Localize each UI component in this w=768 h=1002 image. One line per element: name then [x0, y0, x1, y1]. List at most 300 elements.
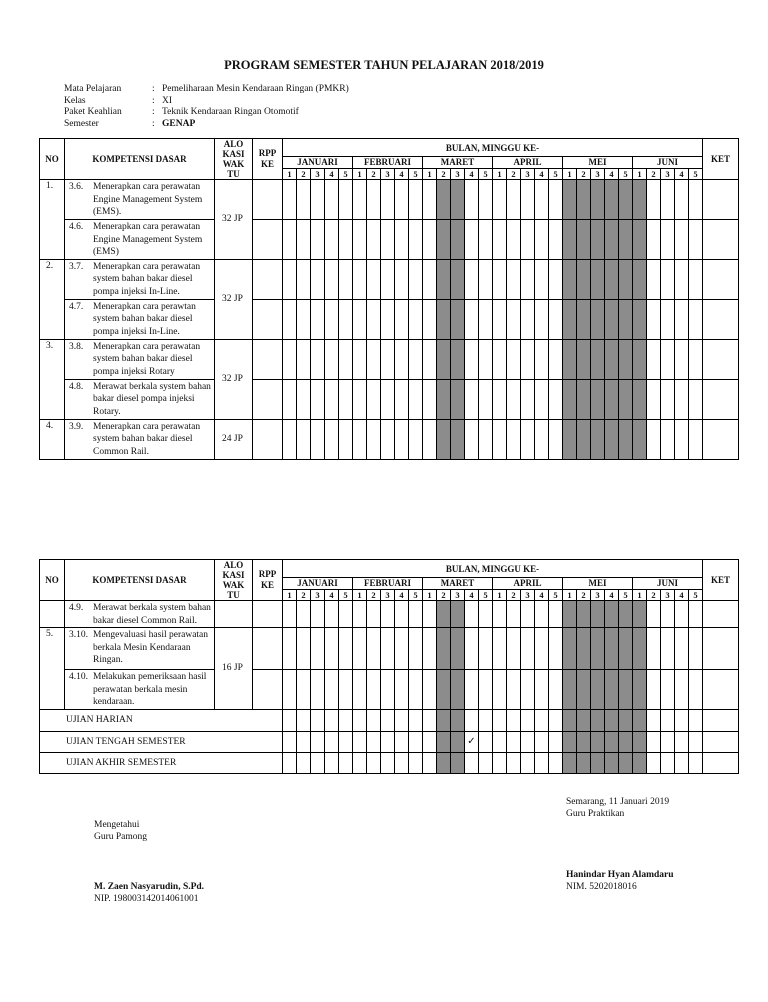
info-label: Semester	[64, 118, 99, 129]
week-cell	[633, 670, 647, 710]
week-cell	[367, 339, 381, 379]
week-number: 1	[353, 168, 367, 180]
week-cell	[535, 339, 549, 379]
week-cell	[367, 220, 381, 260]
week-cell	[521, 339, 535, 379]
week-cell	[619, 601, 633, 628]
week-cell	[339, 752, 353, 773]
week-cell	[465, 419, 479, 459]
week-cell	[549, 731, 563, 752]
week-cell	[563, 379, 577, 419]
row-number: 3.	[40, 339, 65, 419]
info-value: GENAP	[162, 118, 196, 129]
rpp-cell	[253, 220, 283, 260]
week-cell	[549, 379, 563, 419]
week-cell	[479, 379, 493, 419]
week-cell	[367, 259, 381, 299]
header-rpp-part: RPP	[258, 569, 277, 579]
week-cell	[423, 752, 437, 773]
week-cell	[549, 299, 563, 339]
info-label: Mata Pelajaran	[64, 84, 122, 94]
week-cell	[381, 259, 395, 299]
week-cell	[395, 628, 409, 670]
week-cell	[423, 259, 437, 299]
week-cell	[675, 731, 689, 752]
week-cell	[675, 419, 689, 459]
week-number: 3	[591, 168, 605, 180]
week-cell	[549, 339, 563, 379]
rpp-cell	[253, 379, 283, 419]
week-cell	[465, 601, 479, 628]
week-cell	[409, 220, 423, 260]
week-cell	[675, 339, 689, 379]
week-cell	[339, 628, 353, 670]
info-separator: :	[152, 107, 155, 117]
week-number: 2	[297, 168, 311, 180]
week-cell	[549, 601, 563, 628]
week-cell	[535, 752, 549, 773]
kd-row	[40, 180, 739, 220]
week-cell	[395, 419, 409, 459]
week-cell	[563, 628, 577, 670]
schedule-table-1	[39, 138, 739, 460]
kd-text: Mengevaluasi hasil perawatan berkala Mesin Kendaraan Ringan.	[93, 630, 209, 665]
week-cell	[619, 339, 633, 379]
week-cell	[535, 731, 549, 752]
week-cell	[381, 752, 395, 773]
week-cell	[367, 419, 381, 459]
month-header: MEI	[563, 578, 633, 590]
week-cell	[535, 220, 549, 260]
info-separator: :	[152, 118, 155, 129]
ket-cell	[703, 379, 739, 419]
alokasi-cell: 16 JP	[215, 628, 253, 710]
header-row	[40, 139, 739, 157]
week-cell	[325, 419, 339, 459]
week-cell	[283, 299, 297, 339]
ket-cell	[703, 709, 739, 731]
month-header: MARET	[423, 157, 493, 169]
week-cell	[661, 601, 675, 628]
week-cell	[339, 419, 353, 459]
subject-info	[64, 84, 349, 130]
week-cell	[591, 220, 605, 260]
kompetensi-cell	[65, 601, 215, 628]
rpp-cell	[253, 180, 283, 220]
week-cell	[437, 731, 451, 752]
header-alokasi-part: WAK	[222, 580, 245, 590]
week-number: 2	[577, 589, 591, 601]
week-cell	[521, 180, 535, 220]
week-cell	[633, 709, 647, 731]
week-cell	[465, 180, 479, 220]
week-cell	[353, 419, 367, 459]
header-bulan: BULAN, MINGGU KE-	[283, 560, 703, 578]
header-alokasi-part: ALO	[223, 139, 244, 149]
week-cell	[661, 419, 675, 459]
week-cell	[647, 601, 661, 628]
week-cell	[507, 339, 521, 379]
week-cell	[549, 670, 563, 710]
week-cell	[451, 670, 465, 710]
week-cell	[479, 220, 493, 260]
header-rpp	[253, 139, 283, 180]
week-number: 4	[535, 589, 549, 601]
kompetensi-cell	[65, 220, 215, 260]
sig-right-id: NIM. 5202018016	[566, 882, 637, 892]
week-cell	[549, 628, 563, 670]
week-cell	[563, 419, 577, 459]
week-cell	[409, 709, 423, 731]
week-cell	[577, 299, 591, 339]
week-cell	[619, 731, 633, 752]
week-cell	[353, 670, 367, 710]
ket-cell	[703, 628, 739, 670]
week-cell	[507, 419, 521, 459]
kd-text: Menerapkan cara perawatan system bahan bakar diesel pompa injeksi In-Line.	[93, 261, 201, 297]
week-cell	[283, 339, 297, 379]
week-number: 3	[381, 168, 395, 180]
week-cell	[577, 731, 591, 752]
week-cell	[689, 419, 703, 459]
sig-left-id: NIP. 198003142014061001	[94, 894, 199, 904]
week-number: 4	[465, 589, 479, 601]
kd-row	[40, 339, 739, 379]
week-cell	[647, 220, 661, 260]
kd-row	[40, 299, 739, 339]
week-cell	[493, 709, 507, 731]
kd-number: 3.8.	[69, 341, 84, 352]
kd-number: 3.6.	[69, 182, 84, 192]
week-number: 2	[577, 168, 591, 180]
week-cell	[339, 339, 353, 379]
row-number: 1.	[40, 180, 65, 260]
month-header: JUNI	[633, 578, 703, 590]
week-cell	[605, 752, 619, 773]
week-cell	[367, 379, 381, 419]
week-cell	[325, 180, 339, 220]
week-cell	[381, 670, 395, 710]
week-cell	[367, 628, 381, 670]
week-cell	[493, 299, 507, 339]
week-cell	[675, 601, 689, 628]
week-cell	[297, 670, 311, 710]
week-cell	[311, 628, 325, 670]
ket-cell	[703, 180, 739, 220]
week-cell	[675, 628, 689, 670]
week-cell	[689, 731, 703, 752]
kompetensi-cell	[65, 379, 215, 419]
week-cell	[283, 220, 297, 260]
week-cell	[381, 299, 395, 339]
month-header: JUNI	[633, 157, 703, 169]
week-number: 4	[535, 168, 549, 180]
week-cell	[507, 752, 521, 773]
week-number: 3	[451, 589, 465, 601]
header-no: NO	[40, 139, 65, 180]
header-ket: KET	[703, 139, 739, 180]
week-cell	[353, 752, 367, 773]
week-cell	[689, 180, 703, 220]
week-cell	[521, 709, 535, 731]
week-number: 4	[395, 168, 409, 180]
week-cell	[605, 731, 619, 752]
kompetensi-cell	[65, 339, 215, 379]
week-cell	[619, 220, 633, 260]
alokasi-cell: 32 JP	[215, 180, 253, 260]
kd-row	[40, 628, 739, 670]
week-cell	[353, 709, 367, 731]
week-cell	[619, 670, 633, 710]
week-cell	[353, 220, 367, 260]
week-cell	[311, 709, 325, 731]
week-cell	[283, 259, 297, 299]
week-number: 1	[493, 589, 507, 601]
week-cell	[605, 628, 619, 670]
week-cell	[325, 709, 339, 731]
week-cell	[395, 379, 409, 419]
week-cell	[325, 339, 339, 379]
week-cell	[689, 670, 703, 710]
header-alokasi-part: KASI	[222, 149, 245, 159]
week-cell	[437, 709, 451, 731]
week-cell	[283, 752, 297, 773]
week-cell	[353, 731, 367, 752]
month-header: JANUARI	[283, 578, 353, 590]
week-cell	[465, 752, 479, 773]
week-cell	[381, 628, 395, 670]
week-cell	[395, 299, 409, 339]
info-value: Teknik Kendaraan Ringan Otomotif	[162, 107, 299, 117]
ket-cell	[703, 601, 739, 628]
week-cell	[521, 299, 535, 339]
kd-text: Menerapkan cara perawatan Engine Management System (EMS)	[93, 222, 203, 257]
week-number: 3	[521, 589, 535, 601]
week-cell	[591, 379, 605, 419]
week-cell	[311, 339, 325, 379]
week-cell	[437, 220, 451, 260]
week-cell	[577, 339, 591, 379]
week-cell	[451, 379, 465, 419]
week-cell	[423, 709, 437, 731]
week-cell	[451, 220, 465, 260]
kd-number: 3.9.	[69, 421, 84, 432]
week-number: 2	[507, 168, 521, 180]
week-cell	[619, 419, 633, 459]
sig-right-line2: Guru Praktikan	[566, 809, 625, 819]
week-cell	[549, 180, 563, 220]
week-cell	[535, 628, 549, 670]
week-cell	[521, 628, 535, 670]
week-cell	[689, 339, 703, 379]
week-cell	[283, 180, 297, 220]
week-cell	[507, 670, 521, 710]
week-cell	[395, 670, 409, 710]
week-cell	[493, 601, 507, 628]
week-cell	[409, 601, 423, 628]
week-cell	[451, 709, 465, 731]
week-cell	[283, 670, 297, 710]
check-mark-icon: ✓	[467, 736, 476, 747]
info-separator: :	[152, 84, 155, 94]
week-cell	[675, 220, 689, 260]
info-label: Kelas	[64, 95, 86, 106]
header-alokasi-part: WAK	[222, 159, 245, 169]
week-cell	[563, 709, 577, 731]
week-cell	[507, 628, 521, 670]
kompetensi-cell	[65, 299, 215, 339]
week-number: 1	[423, 589, 437, 601]
week-cell	[591, 259, 605, 299]
week-cell	[325, 220, 339, 260]
month-header: APRIL	[493, 157, 563, 169]
rpp-cell	[253, 259, 283, 299]
week-number: 5	[619, 168, 633, 180]
week-cell	[465, 259, 479, 299]
week-number: 2	[367, 168, 381, 180]
week-cell	[577, 379, 591, 419]
rpp-cell	[253, 628, 283, 670]
week-cell	[661, 259, 675, 299]
week-number: 4	[675, 168, 689, 180]
week-cell	[563, 731, 577, 752]
ket-cell	[703, 419, 739, 459]
rpp-cell	[253, 601, 283, 628]
week-number: 4	[675, 589, 689, 601]
week-cell	[619, 180, 633, 220]
week-cell	[549, 752, 563, 773]
week-cell	[521, 379, 535, 419]
week-cell	[311, 419, 325, 459]
week-cell	[633, 299, 647, 339]
week-cell	[339, 299, 353, 339]
week-cell	[409, 259, 423, 299]
week-cell	[437, 419, 451, 459]
week-cell	[437, 628, 451, 670]
week-cell	[325, 670, 339, 710]
ket-cell	[703, 731, 739, 752]
week-cell	[409, 670, 423, 710]
week-cell	[507, 379, 521, 419]
week-number: 1	[633, 168, 647, 180]
week-cell	[633, 628, 647, 670]
summary-label: UJIAN HARIAN	[40, 709, 283, 731]
week-cell	[479, 752, 493, 773]
week-cell	[339, 601, 353, 628]
week-cell	[423, 299, 437, 339]
week-cell	[689, 709, 703, 731]
week-cell	[451, 601, 465, 628]
kd-text: Merawat berkala system bahan bakar diesel pompa injeksi Rotary.	[93, 381, 211, 417]
week-cell	[549, 709, 563, 731]
week-cell	[465, 339, 479, 379]
summary-row	[40, 709, 739, 731]
week-cell	[689, 601, 703, 628]
week-cell	[577, 628, 591, 670]
kd-number: 4.6.	[69, 222, 84, 232]
week-number: 5	[409, 168, 423, 180]
summary-row	[40, 752, 739, 773]
rpp-cell	[253, 299, 283, 339]
kd-text: Melakukan pemeriksaan hasil perawatan berkala mesin kendaraan.	[93, 672, 207, 707]
alokasi-cell: 32 JP	[215, 259, 253, 339]
alokasi-cell: 24 JP	[215, 419, 253, 459]
week-cell	[577, 220, 591, 260]
week-cell	[535, 670, 549, 710]
week-cell	[689, 299, 703, 339]
week-cell	[465, 299, 479, 339]
header-alokasi-part: TU	[227, 169, 240, 179]
week-number: 5	[619, 589, 633, 601]
week-number: 2	[507, 589, 521, 601]
week-cell	[353, 628, 367, 670]
week-cell	[605, 180, 619, 220]
week-cell	[521, 220, 535, 260]
week-cell	[591, 628, 605, 670]
week-cell	[353, 180, 367, 220]
week-cell	[297, 709, 311, 731]
week-cell	[465, 379, 479, 419]
week-cell	[381, 601, 395, 628]
week-number: 4	[325, 589, 339, 601]
week-cell	[591, 419, 605, 459]
month-header: FEBRUARI	[353, 578, 423, 590]
week-number: 5	[479, 589, 493, 601]
week-cell	[591, 601, 605, 628]
week-cell	[689, 379, 703, 419]
week-cell	[563, 180, 577, 220]
week-cell	[325, 731, 339, 752]
info-row	[64, 96, 349, 108]
week-number: 4	[395, 589, 409, 601]
week-cell	[521, 601, 535, 628]
week-cell	[507, 601, 521, 628]
week-cell	[535, 180, 549, 220]
week-cell	[297, 180, 311, 220]
ket-cell	[703, 299, 739, 339]
week-cell	[675, 752, 689, 773]
week-cell	[591, 339, 605, 379]
header-no: NO	[40, 560, 65, 601]
week-cell	[339, 731, 353, 752]
week-cell	[493, 628, 507, 670]
sig-right-name: Hanindar Hyan Alamdaru	[566, 870, 674, 880]
week-number: 2	[367, 589, 381, 601]
week-number: 5	[339, 168, 353, 180]
month-header: FEBRUARI	[353, 157, 423, 169]
ket-cell	[703, 220, 739, 260]
week-cell	[605, 601, 619, 628]
week-number: 1	[283, 168, 297, 180]
week-cell	[605, 709, 619, 731]
week-cell	[283, 731, 297, 752]
week-number: 1	[423, 168, 437, 180]
week-cell	[437, 752, 451, 773]
week-cell	[465, 670, 479, 710]
week-cell	[297, 220, 311, 260]
header-bulan: BULAN, MINGGU KE-	[283, 139, 703, 157]
week-cell	[633, 731, 647, 752]
week-cell	[605, 670, 619, 710]
week-number: 3	[381, 589, 395, 601]
header-rpp-part: KE	[260, 580, 274, 590]
kd-number: 4.10.	[69, 672, 88, 682]
week-cell	[479, 670, 493, 710]
alokasi-cell	[215, 601, 253, 628]
week-cell	[479, 601, 493, 628]
week-cell	[521, 419, 535, 459]
sig-left-line1: Mengetahui	[94, 820, 140, 830]
